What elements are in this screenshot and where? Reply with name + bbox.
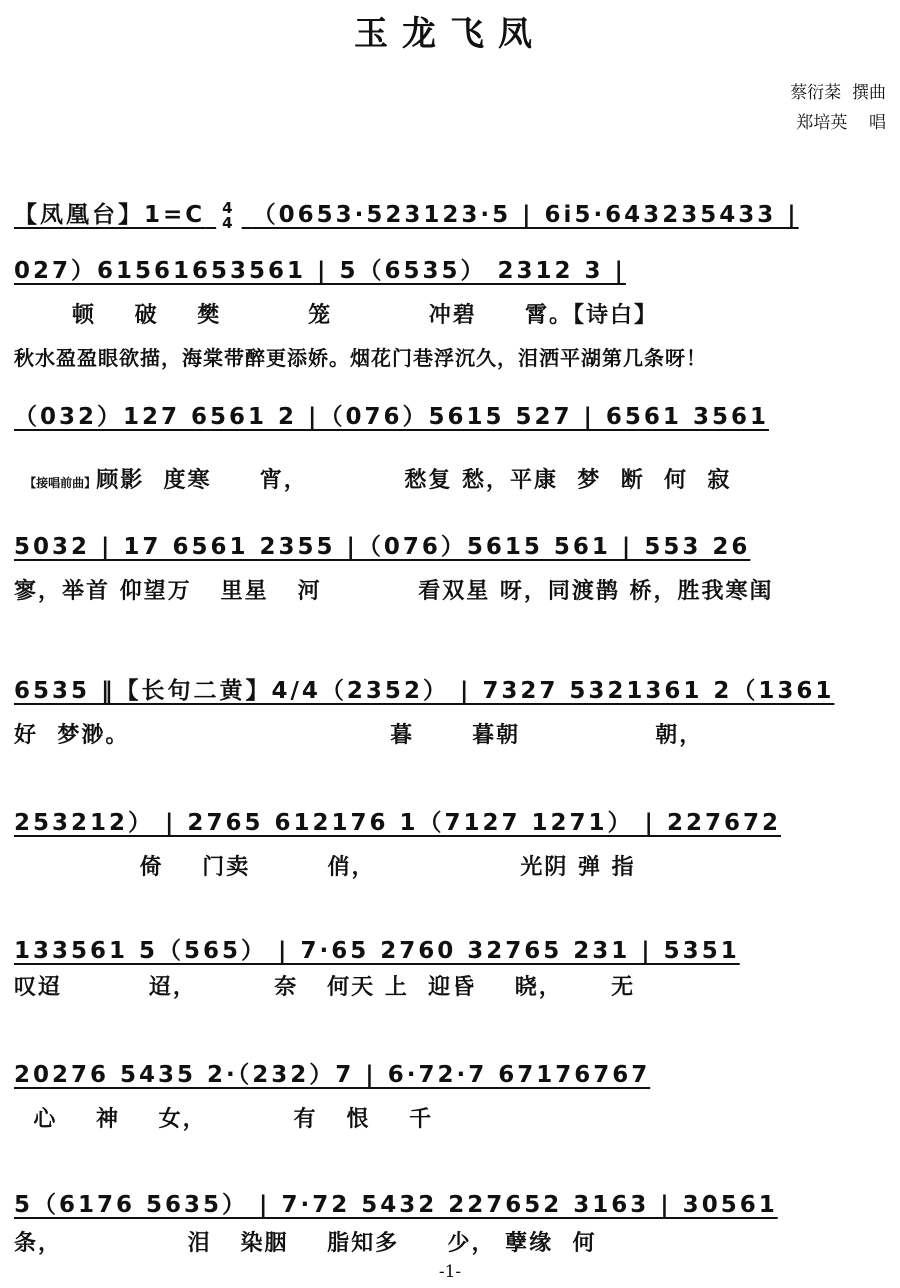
notation-line-1: 【凤凰台】1=C 4 4 （0653·523123·5 | 6i5·643235433 |	[14, 198, 799, 231]
lyric-line-2: 顿 破 樊 笼 冲碧 霄。【诗白】	[14, 302, 659, 328]
time-signature: 4 4	[222, 198, 236, 231]
notation-line-9: 5（6176 5635） | 7·72 5432 227652 3163 | 30561	[14, 1192, 778, 1218]
lyric-line-5: 好 梦渺。 暮 暮朝 朝，	[14, 722, 704, 748]
lyric-line-8: 心 神 女， 有 恨 千	[14, 1106, 434, 1132]
lyric-line-4: 寥，举首 仰望万 里星 河 看双星 呀，同渡鹊 桥，胜我寒闺	[14, 578, 774, 604]
lyric-line-7: 叹迢 迢， 奈 何天 上 迎昏 晓， 无	[14, 974, 636, 1000]
notation-line-6: 253212） | 2765 612176 1（7127 1271） | 227672	[14, 810, 781, 836]
page-number: -1-	[438, 1262, 462, 1282]
lyric-line-3: 【接唱前曲】顾影 度寒 宵， 愁复 愁，平康 梦 断 何 寂	[24, 467, 732, 493]
prefix-label: 【接唱前曲】	[24, 476, 97, 490]
notation-line-2: 027）61561653561 | 5（6535） 2312 3 |	[14, 258, 626, 284]
notation-line-5: 6535 ‖【长句二黄】4/4（2352） | 7327 5321361 2（1361	[14, 678, 835, 704]
lyric-line-6: 倚 门卖 俏， 光阴 弹 指	[14, 854, 636, 880]
credits	[790, 78, 886, 138]
composer-credit: 蔡衍棻 撰曲	[790, 83, 886, 103]
notation-line-4: 5032 | 17 6561 2355 |（076）5615 561 | 553 26	[14, 534, 751, 560]
notation-line-7: 133561 5（565） | 7·65 2760 32765 231 | 5351	[14, 938, 740, 964]
singer-credit: 郑培英 唱	[796, 113, 886, 133]
notation-line-8: 20276 5435 2·（232）7 | 6·72·7 67176767	[14, 1062, 651, 1088]
song-title: 玉龙飞凤	[354, 14, 546, 54]
lyric-line-9: 条， 泪 染胭 脂知多 少， 孽缘 何	[14, 1230, 597, 1256]
notation-line-3: （032）127 6561 2 |（076）5615 527 | 6561 3561	[14, 404, 769, 430]
poem-line: 秋水盈盈眼欲描，海棠带醉更添娇。烟花门巷浮沉久，泪洒平湖第几条呀！	[14, 346, 707, 370]
